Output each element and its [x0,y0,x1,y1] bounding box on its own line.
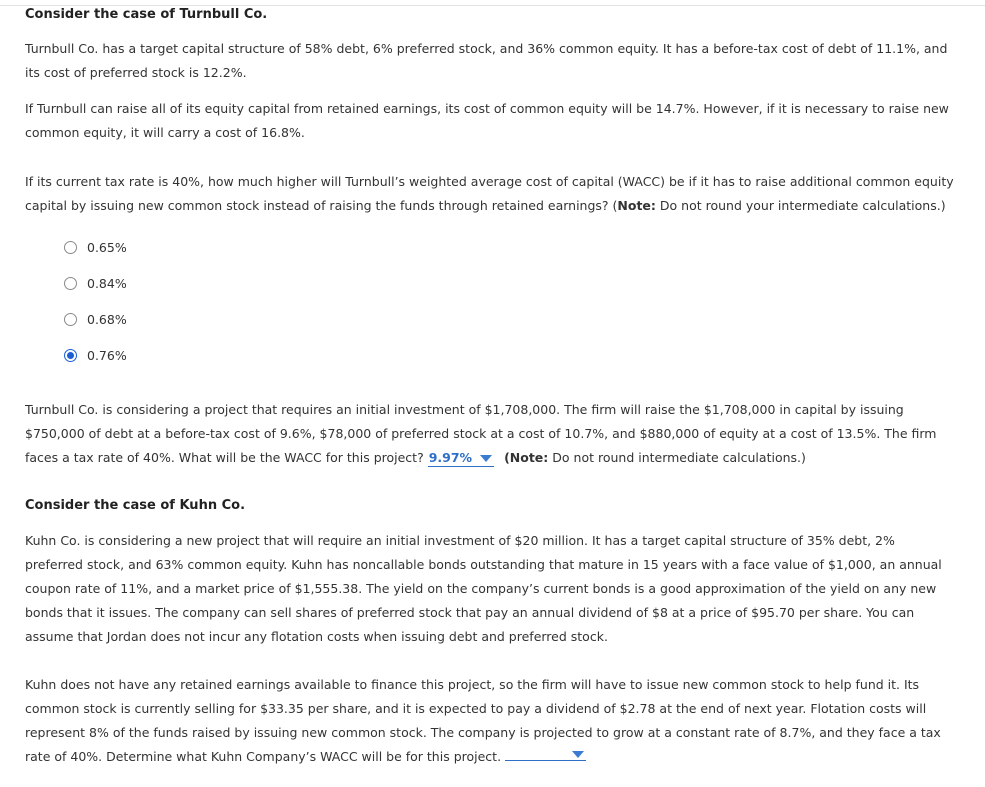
answer-option-1[interactable] [64,239,127,255]
wacc-project-dropdown[interactable] [428,450,494,467]
answer-option-label: 0.76% [87,347,127,363]
question-2-note-label: Note: [509,450,549,465]
turnbull-paragraph-2: If Turnbull can raise all of its equity capital from retained earnings, its cost of common equity will be 14.7%. However, if it is necessary to raise new common equity, it will carry a cost of 16.8%. [25,101,949,140]
dropdown-selected-value: 9.97% [428,450,473,465]
chevron-down-icon [480,455,492,462]
kuhn-paragraph-2 [25,673,955,769]
turnbull-heading: Consider the case of Turnbull Co. [25,7,268,22]
question-1-note-text: Do not round your intermediate calculations.) [655,198,946,213]
kuhn-heading: Consider the case of Kuhn Co. [25,498,246,513]
answer-option-2[interactable] [64,275,127,291]
question-1-note-label: Note: [617,198,656,213]
radio-button[interactable] [64,313,77,326]
radio-button[interactable] [64,277,77,290]
question-2-note-open: ( [504,450,510,465]
kuhn-wacc-dropdown[interactable] [505,746,586,761]
answer-option-4[interactable] [64,347,127,363]
question-1-text: If its current tax rate is 40%, how much higher will Turnbull’s weighted average cost of capital (WACC) be if it has to raise additional common equity capital by issuing new common stock instead of raising the funds through retained earnings? ( [25,174,954,213]
turnbull-question-1 [25,170,955,218]
kuhn-paragraph-2-text: Kuhn does not have any retained earnings available to finance this project, so the firm will have to issue new common stock to help fund it. Its common stock is currently selling for $33.35 per share, and it is expected to pay a dividend of $2.78 at the end of next year. Flotation costs will represent 8% of the funds raised by issuing new common stock. The company is projected to grow at a constant rate of 8.7%, and they face a tax rate of 40%. Determine what Kuhn Company’s WACC will be for this project. [25,677,941,764]
top-divider [0,5,985,6]
radio-button-selected[interactable] [64,349,77,362]
answer-option-label: 0.84% [87,275,127,291]
turnbull-paragraph-1: Turnbull Co. has a target capital structure of 58% debt, 6% preferred stock, and 36% common equity. It has a before-tax cost of debt of 11.1%, and its cost of preferred stock is 12.2%. [25,41,948,80]
question-2-text: Turnbull Co. is considering a project that requires an initial investment of $1,708,000. The firm will raise the $1,708,000 in capital by issuing $750,000 of debt at a before-tax cost of 9.6%, $78,000 of preferred stock at a cost of 10.7%, and $880,000 of equity at a cost of 13.5%. The firm faces a tax rate of 40%. What will be the WACC for this project? [25,402,937,465]
radio-button[interactable] [64,241,77,254]
answer-option-label: 0.65% [87,239,127,255]
kuhn-paragraph-1: Kuhn Co. is considering a new project that will require an initial investment of $20 million. It has a target capital structure of 35% debt, 2% preferred stock, and 63% common equity. Kuhn has noncallable bonds outstanding that mature in 15 years with a face value of $1,000, an annual coupon rate of 11%, and a market price of $1,555.38. The yield on the company’s current bonds is a good approximation of the yield on any new bonds that it issues. The company can sell shares of preferred stock that pay an annual dividend of $8 at a price of $95.70 per share. You can assume that Jordan does not incur any flotation costs when issuing debt and preferred stock. [25,533,942,644]
turnbull-question-2 [25,398,955,470]
chevron-down-icon [572,751,584,758]
question-2-note-text: Do not round intermediate calculations.) [548,450,806,465]
answer-option-label: 0.68% [87,311,127,327]
answer-option-3[interactable] [64,311,127,327]
